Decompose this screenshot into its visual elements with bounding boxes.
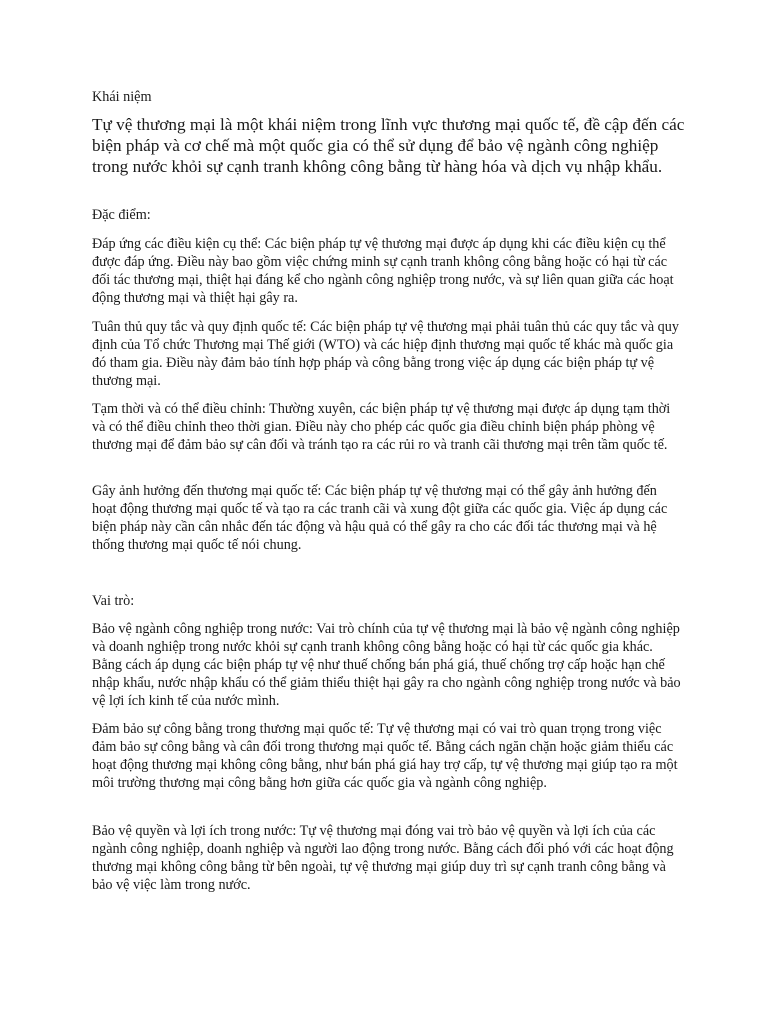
paragraph-dac-diem-1: Đáp ứng các điều kiện cụ thể: Các biện pháp tự vệ thương mại được áp dụng khi các điều kiện cụ thể được đáp ứng. Điều này bao gồm việc chứng minh sự cạnh tranh không công bằng hoặc có hại từ các đối tác thương mại, thiệt hại đáng kể cho ngành công nghiệp trong nước, và sự liên quan giữa các hoạt động thương mại và thiệt hại gây ra. (92, 236, 674, 306)
paragraph-dac-diem-2: Tuân thủ quy tắc và quy định quốc tế: Các biện pháp tự vệ thương mại phải tuân thủ các quy tắc và quy định của Tổ chức Thương mại Thế giới (WTO) và các hiệp định thương mại quốc tế khác mà quốc gia đó tham gia. Điều này đảm bảo tính hợp pháp và công bằng trong việc áp dụng các biện pháp tự vệ thương mại. (92, 319, 679, 389)
paragraph-dac-diem-4: Gây ảnh hưởng đến thương mại quốc tế: Các biện pháp tự vệ thương mại có thể gây ảnh hưởng đến hoạt động thương mại quốc tế và tạo ra các tranh cãi và xung đột giữa các quốc gia. Việc áp dụng các biện pháp này cần cân nhắc đến tác động và hậu quả có thể gây ra cho các đối tác thương mại và hệ thống thương mại quốc tế nói chung. (92, 483, 668, 553)
lead-paragraph: Tự vệ thương mại là một khái niệm trong lĩnh vực thương mại quốc tế, đề cập đến các biện pháp và cơ chế mà một quốc gia có thể sử dụng để bảo vệ ngành công nghiệp trong nước khỏi sự cạnh tranh không công bằng từ hàng hóa và dịch vụ nhập khẩu. (92, 115, 685, 176)
paragraph-vai-tro-2: Đảm bảo sự công bằng trong thương mại quốc tế: Tự vệ thương mại có vai trò quan trọng trong việc đảm bảo sự công bằng và cân đối trong thương mại quốc tế. Bằng cách ngăn chặn hoặc giảm thiểu các hoạt động thương mại không công bằng, như bán phá giá hay trợ cấp, tự vệ thương mại giúp tạo ra một môi trường thương mại công bằng hơn giữa các quốc gia và ngành công nghiệp. (92, 721, 678, 791)
heading-dac-diem: Đặc điểm: (92, 207, 151, 223)
heading-khai-niem: Khái niệm (92, 89, 152, 105)
paragraph-vai-tro-1: Bảo vệ ngành công nghiệp trong nước: Vai trò chính của tự vệ thương mại là bảo vệ ngành công nghiệp và doanh nghiệp trong nước khỏi sự cạnh tranh không công bằng hoặc có hại từ các quốc gia khác. Bằng cách áp dụng các biện pháp tự vệ như thuế chống bán phá giá, thuế chống trợ cấp hoặc hạn chế nhập khẩu, nước nhập khẩu có thể giảm thiểu thiệt hại gây ra cho ngành công nghiệp trong nước và bảo vệ lợi ích kinh tế của nước mình. (92, 621, 681, 709)
paragraph-dac-diem-3: Tạm thời và có thể điều chỉnh: Thường xuyên, các biện pháp tự vệ thương mại được áp dụng tạm thời và có thể điều chỉnh theo thời gian. Điều này cho phép các quốc gia điều chỉnh biện pháp phòng vệ thương mại để đảm bảo sự cân đối và tránh tạo ra các rủi ro và tranh cãi thương mại trên tầm quốc tế. (92, 401, 671, 453)
paragraph-vai-tro-3: Bảo vệ quyền và lợi ích trong nước: Tự vệ thương mại đóng vai trò bảo vệ quyền và lợi ích của các ngành công nghiệp, doanh nghiệp và người lao động trong nước. Bằng cách đối phó với các hoạt động thương mại không công bằng từ bên ngoài, tự vệ thương mại giúp duy trì sự cạnh tranh công bằng và bảo vệ việc làm trong nước. (92, 823, 674, 893)
heading-vai-tro: Vai trò: (92, 593, 135, 609)
